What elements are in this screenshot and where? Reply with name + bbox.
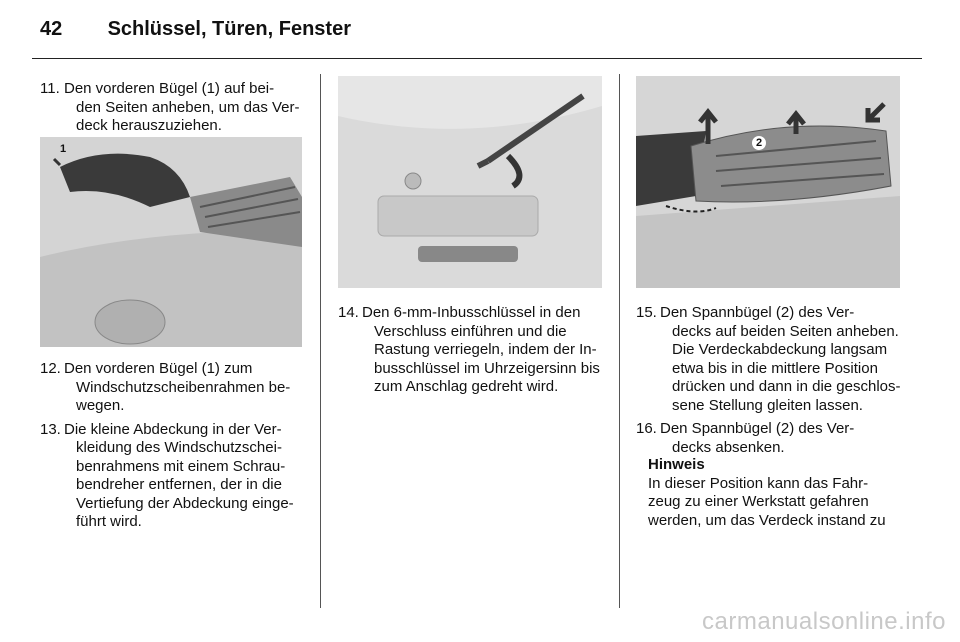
step-text-first: Den 6-mm-Inbusschlüssel in den <box>362 304 581 321</box>
step-14 <box>338 304 604 397</box>
step-number: 11. <box>40 80 60 97</box>
figure-label-1: 1 <box>60 143 67 155</box>
step-text-first: Die kleine Abdeckung in der Ver- <box>64 420 282 438</box>
note-text: In dieser Position kann das Fahr- zeug zu einer Werkstatt gefahren werden, um das Verdeck instand zu <box>648 474 886 529</box>
step-12 <box>40 360 306 416</box>
watermark: carmanualsonline.info <box>702 608 946 635</box>
step-text-rest: Windschutzscheibenrahmen be- wegen. <box>76 378 291 414</box>
step-11 <box>40 80 306 136</box>
step-number: 14. <box>338 304 359 321</box>
step-number: 12. <box>40 360 61 377</box>
column-1 <box>40 80 306 141</box>
step-number: 15. <box>636 304 657 321</box>
figure-front-bow-car <box>40 137 302 347</box>
column-1-lower <box>40 360 306 537</box>
step-text-first: Den vorderen Bügel (1) zum <box>64 360 253 377</box>
tension-bow-illustration <box>636 76 900 288</box>
step-text-first: Den Spannbügel (2) des Ver- <box>660 420 855 437</box>
column-2 <box>338 304 604 402</box>
figure-label-2: 2 <box>752 136 766 150</box>
page-header <box>40 18 351 41</box>
note-box <box>648 456 898 530</box>
step-15 <box>636 304 906 415</box>
step-text-rest: decks absenken. <box>672 438 785 456</box>
figure-tension-bow <box>636 76 900 288</box>
step-16 <box>636 420 906 457</box>
step-number: 13. <box>40 420 61 438</box>
figure-hex-key <box>338 76 602 288</box>
step-text-rest: kleidung des Windschutzschei- benrahmens mit einem Schrau- bendreher entfernen, der in die Vertiefung der Abdeckung einge- führt wird. <box>76 439 294 530</box>
page-title: Schlüssel, Türen, Fenster <box>107 18 351 40</box>
step-text-rest: den Seiten anheben, um das Ver- deck herauszuziehen. <box>76 98 300 134</box>
page-number: 42 <box>40 18 63 40</box>
hex-key-illustration <box>338 76 602 288</box>
step-text-rest: decks auf beiden Seiten anheben. Die Verdeckabdeckung langsam etwa bis in die mittlere Position drücken und dann in die geschlos- sene Stellung gleiten lassen. <box>672 322 901 414</box>
header-rule <box>32 58 922 59</box>
column-divider-1 <box>320 74 321 608</box>
column-3 <box>636 304 906 462</box>
step-text-first: Den vorderen Bügel (1) auf bei- <box>64 80 275 97</box>
note-heading: Hinweis <box>648 456 705 473</box>
step-number: 16. <box>636 420 657 437</box>
car-roof-illustration <box>40 137 302 347</box>
step-text-first: Den Spannbügel (2) des Ver- <box>660 304 855 321</box>
step-text-rest: Verschluss einführen und die Rastung verriegeln, indem der In- busschlüssel im Uhrzeigersinn bis zum Anschlag gedreht wird. <box>374 322 600 395</box>
column-divider-2 <box>619 74 620 608</box>
step-13 <box>40 421 306 532</box>
